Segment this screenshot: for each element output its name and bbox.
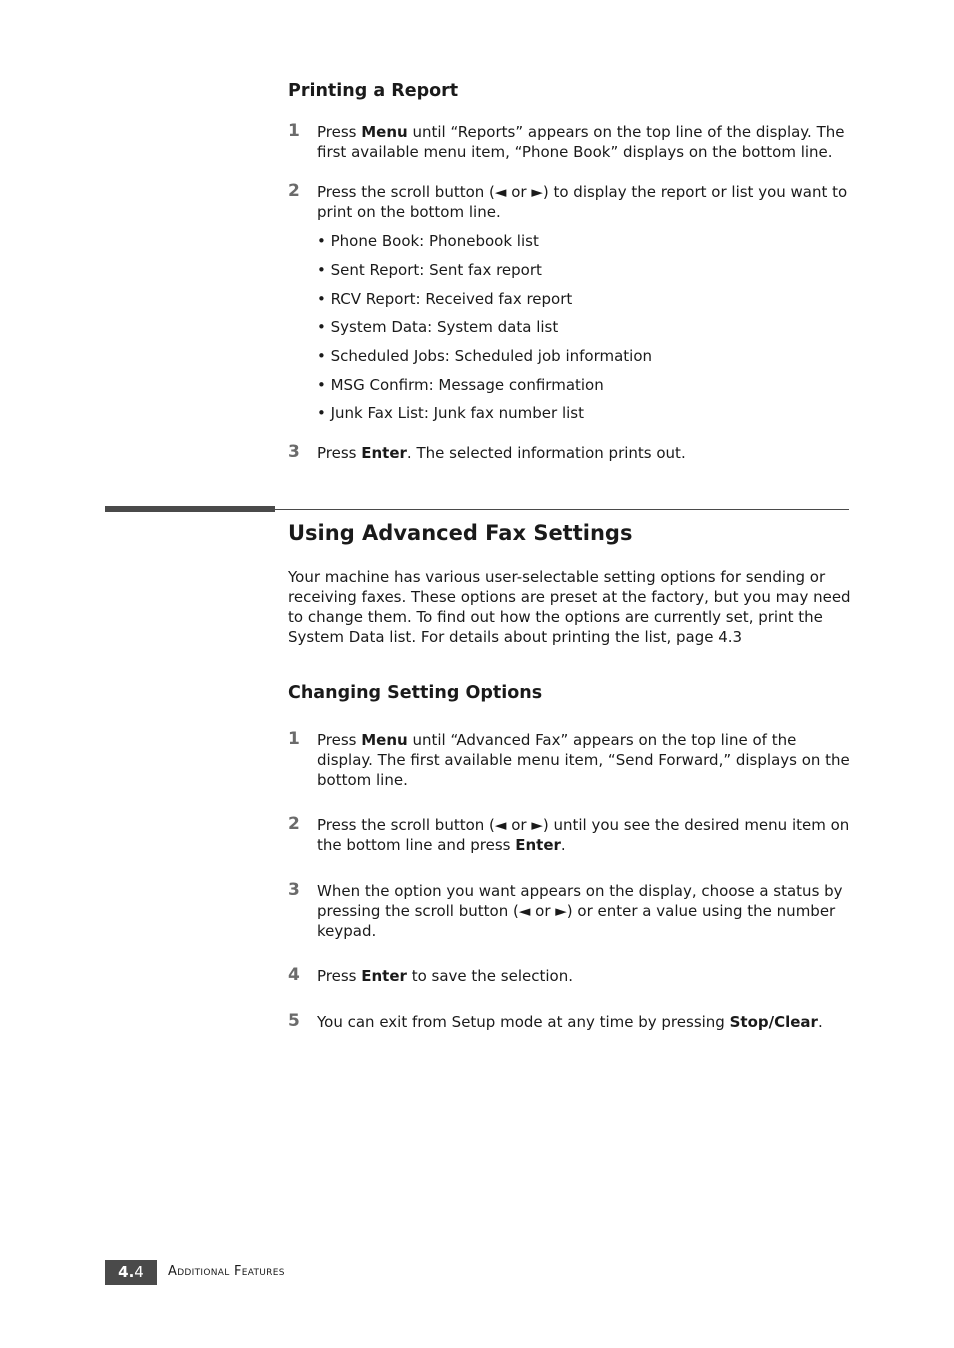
step-text: Press Menu until “Reports” appears on the top line of the display. The first available menu item, “Phone Book” displays on the bottom line.	[317, 123, 845, 161]
step-text: Press Menu until “Advanced Fax” appears on the top line of the display. The first available menu item, “Send Forward,” displays on the bottom line.	[317, 731, 850, 789]
step-text: Press Enter to save the selection.	[317, 967, 573, 985]
printing-report-heading: Printing a Report	[288, 81, 459, 101]
page-number-badge: 4.4	[105, 1260, 157, 1285]
step-text: Press the scroll button (◄ or ►) until you see the desired menu item on the bottom line and press Enter.	[317, 816, 850, 854]
step-text: You can exit from Setup mode at any time by pressing Stop/Clear.	[317, 1013, 823, 1031]
section-rule-thick	[105, 506, 275, 512]
list-item: • RCV Report: Received fax report	[317, 290, 573, 308]
list-item: • System Data: System data list	[317, 318, 559, 336]
list-item: • Scheduled Jobs: Scheduled job information	[317, 347, 653, 365]
list-item: • Sent Report: Sent fax report	[317, 261, 542, 279]
step-number: 1	[288, 729, 300, 749]
intro-paragraph: Your machine has various user-selectable setting options for sending or receiving faxes. These options are preset at the factory, but you may need to change them. To find out how the options are currently set, print the System Data list. For details about printing the list, page 4.3	[288, 568, 851, 646]
step-number: 5	[288, 1011, 300, 1031]
step-number: 2	[288, 814, 300, 834]
step-text: Press the scroll button (◄ or ►) to display the report or list you want to print on the bottom line.	[317, 183, 848, 221]
step-number: 2	[288, 181, 300, 201]
section-title: Using Advanced Fax Settings	[288, 521, 633, 545]
list-item: • Junk Fax List: Junk fax number list	[317, 404, 584, 422]
step-text: When the option you want appears on the display, choose a status by pressing the scroll button (◄ or ►) or enter a value using the number keypad.	[317, 882, 843, 940]
step-number: 3	[288, 880, 300, 900]
chapter-label: Additional Features	[168, 1264, 285, 1279]
step-number: 1	[288, 121, 300, 141]
step-number: 4	[288, 965, 300, 985]
step-number: 3	[288, 442, 300, 462]
step-text: Press Enter. The selected information prints out.	[317, 444, 686, 462]
list-item: • MSG Confirm: Message confirmation	[317, 376, 604, 394]
section-rule-thin	[275, 509, 849, 510]
changing-options-heading: Changing Setting Options	[288, 683, 543, 703]
list-item: • Phone Book: Phonebook list	[317, 232, 539, 250]
